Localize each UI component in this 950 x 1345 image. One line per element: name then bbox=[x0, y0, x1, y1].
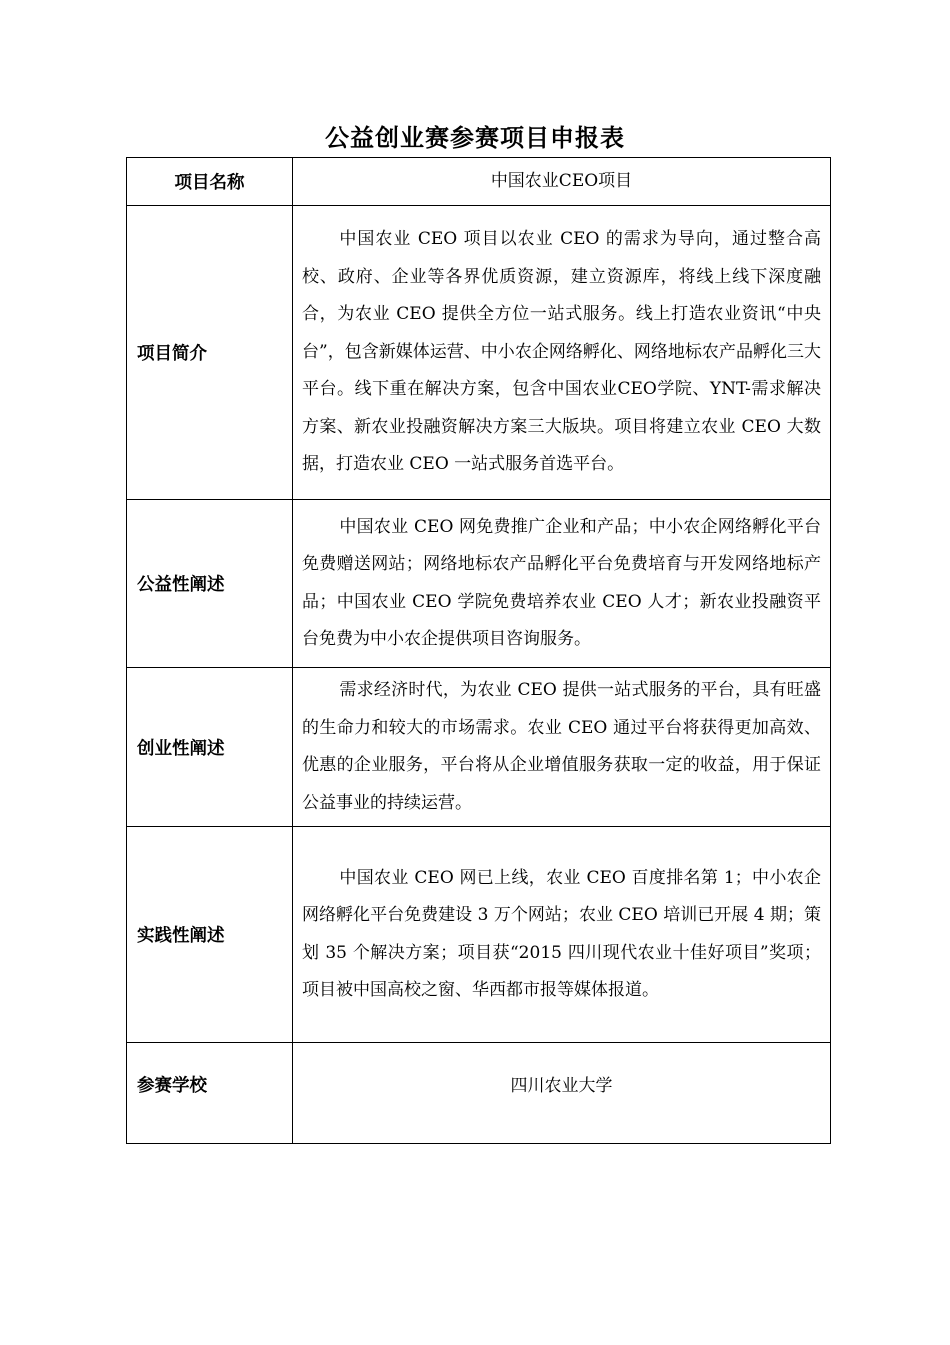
label-text: 实践性阐述 bbox=[137, 926, 225, 946]
row-label-entrepreneurship bbox=[127, 668, 293, 827]
label-text: 项目简介 bbox=[137, 344, 207, 364]
row-label-project-name bbox=[127, 158, 293, 206]
table-row bbox=[127, 500, 831, 668]
value-text: 需求经济时代，为农业 CEO 提供一站式服务的平台，具有旺盛的生命力和较大的市场需求。农业 CEO 通过平台将获得更加高效、优惠的企业服务，平台将从企业增值服务获取一定的收益，用于保证公益事业的持续运营。 bbox=[302, 680, 821, 813]
label-text: 创业性阐述 bbox=[137, 738, 225, 759]
label-text: 参赛学校 bbox=[137, 1076, 207, 1096]
table-row bbox=[127, 158, 831, 206]
table-row bbox=[127, 1043, 831, 1144]
row-label-project-intro bbox=[127, 206, 293, 500]
application-form-table bbox=[126, 157, 831, 1144]
value-text: 四川农业大学 bbox=[510, 1076, 613, 1096]
row-label-public-welfare bbox=[127, 500, 293, 668]
value-text: 中国农业CEO项目 bbox=[490, 170, 633, 191]
value-text: 中国农业 CEO 项目以农业 CEO 的需求为导向，通过整合高校、政府、企业等各界优质资源，建立资源库，将线上线下深度融合，为农业 CEO 提供全方位一站式服务。线上打造农业资讯“中央台”，包含新媒体运营、中小农企网络孵化、网络地标农产品孵化三大平台。线下重在解决方案，包含中国农业CEO学院、YNT-需求解决方案、新农业投融资解决方案三大版块。项目将建立农业 CEO 大数据，打造农业 CEO 一站式服务首选平台。 bbox=[302, 229, 821, 475]
label-text: 项目名称 bbox=[174, 173, 245, 193]
table-row bbox=[127, 827, 831, 1043]
row-value-project-intro bbox=[293, 206, 831, 500]
row-label-practice bbox=[127, 827, 293, 1043]
value-text: 中国农业 CEO 网已上线，农业 CEO 百度排名第 1；中小农企网络孵化平台免费建设 3 万个网站；农业 CEO 培训已开展 4 期；策划 35 个解决方案；项目获“2015 四川现代农业十佳好项目”奖项；项目被中国高校之窗、华西都市报等媒体报道。 bbox=[302, 867, 821, 1000]
row-value-practice bbox=[293, 827, 831, 1043]
row-value-public-welfare bbox=[293, 500, 831, 668]
row-label-school bbox=[127, 1043, 293, 1144]
row-value-school bbox=[293, 1043, 831, 1144]
label-text: 公益性阐述 bbox=[137, 575, 225, 595]
table-row bbox=[127, 206, 831, 500]
row-value-entrepreneurship bbox=[293, 668, 831, 827]
value-text: 中国农业 CEO 网免费推广企业和产品；中小农企网络孵化平台免费赠送网站；网络地标农产品孵化平台免费培育与开发网络地标产品；中国农业 CEO 学院免费培养农业 CEO 人才；新农业投融资平台免费为中小农企提供项目咨询服务。 bbox=[302, 516, 821, 649]
row-value-project-name bbox=[293, 158, 831, 206]
table-row bbox=[127, 668, 831, 827]
document-title: 公益创业赛参赛项目申报表 bbox=[325, 124, 625, 152]
